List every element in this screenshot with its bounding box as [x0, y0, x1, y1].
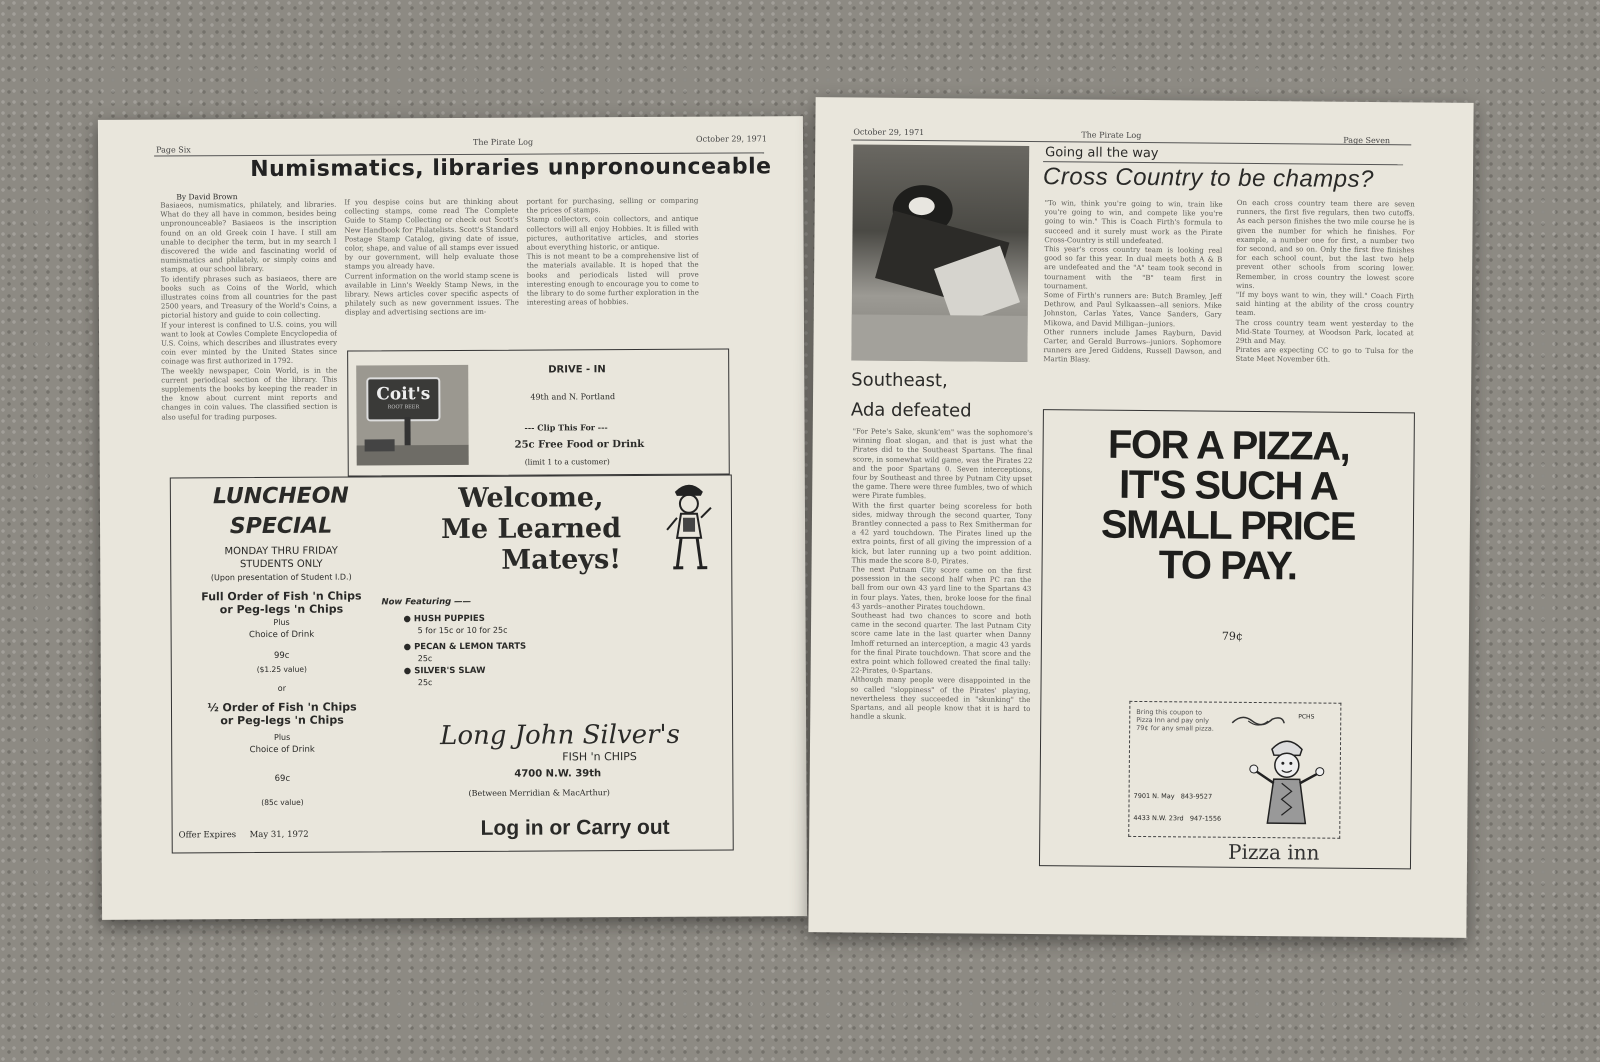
welcome-line-2: Me Learned	[440, 513, 622, 546]
luncheon-students: STUDENTS ONLY	[239, 558, 323, 571]
pizza-price: 79¢	[1221, 629, 1244, 643]
item2-line2: or Peg-legs 'n Chips	[220, 713, 344, 728]
football-article: "For Pete's Sake, skunk'em" was the sophomore's winning float slogan, and that is just what the Pirates did to the Southeast Spartans. The final score, in somewhat wild game, was the Pirates 22 and the poor Spartans 0. Seven interceptions, four by Southeast and three by Putnam City upset the game. There were three fumbles, two of which were Pirate fumbles. With the first quarter being scoreless for both sides, midway through the second quarter, Tony Brantley connected a pass to Rex Smitherman for a 42 yard touchdown. The Pirates lined up the extra points, first of all giving the impression of a kick, but later running up a two point addition. This made the score 8-0, Pirates. The next Putnam City score came on the first possession in the second half when PC ran the ball from our own 43 yard line to the Spartans 43 in four plays. Yates, then, broke loose for the final 43 yards--another Pirates touchdown. Southeast had two chances to score and both came in the second quarter. The last Putnam City score came late in the last quarter when Danny Imhoff returned an interception, a magic 43 yards for the final Pirate touchdown. That score and the extra point which followed created the final tally: 22-Pirates, 0-Spartans. Although many people were disappointed in the so called "sloppiness" of the Pirates' playing, nevertheless they succeeded in "skunking" the Spartans, and all people know that it is hard to handle a skunk.	[850, 427, 1033, 722]
pizza-slogan-line-1: FOR A PIZZA,	[1107, 422, 1350, 469]
now-featuring: Now Featuring ——	[381, 596, 472, 608]
article-column-3: portant for purchasing, selling or comparing the prices of stamps. Stamp collectors, coin collectors, and antique collectors will all enjoy Hobbies. It is filled with pictures, authoritative articles, and stories about everything historic, or antique. This is not meant to be a comprehensive list of the materials available. It is hoped that the books and periodicals listed will prove interesting enough to encourage you to come to the library to do some further exploration in the interesting areas of hobbies.	[526, 196, 699, 307]
pizza-inn-ad	[1039, 409, 1415, 869]
item1-drink: Choice of Drink	[249, 629, 315, 641]
featured-items	[403, 613, 526, 690]
featured-item-1-price: 5 for 15c or 10 for 25c	[417, 625, 508, 636]
luncheon-line-2: SPECIAL	[229, 513, 333, 540]
featured-item-3: ● SILVER'S SLAW	[403, 665, 486, 677]
article-column-1: Basiaeos, numismatics, philately, and libraries. What do they all have in common, besides being unpronounceable? Basiaeos is the inscription found on an old Greek coin I have. I still am unable to decipher the term, but in my search I discovered the wide and fascinating world of numismatics and philately, or simply coins and stamps, at our school library. To identify phrases such as basiaeos, there are books such as Coins of the World, which illustrates coins from all countries for the past 2500 years, and Treasury of the World's Coins, a pictorial history and guide to coin collecting. If your interest is confined to U.S. coins, you will want to look at Cowles Complete Encyclopedia of U.S. Coins, which describes and illustrates every coin ever minted by the United States since coinage was first authorized in 1792. The weekly newspaper, Coin World, is in the current periodical section of the library. This supplements the books by keeping the reader in the know about current mint reports and changes in coin values. The classified section is also useful for trading purposes.	[160, 200, 338, 422]
welcome-line-3: Mateys!	[501, 544, 622, 576]
luncheon-details	[171, 544, 392, 809]
item1-value: ($1.25 value)	[256, 664, 307, 675]
coits-sign	[366, 377, 440, 421]
featured-item-2-name: PECAN & LEMON TARTS	[414, 641, 527, 653]
ljs-brand-sub: FISH 'n CHIPS	[562, 750, 637, 764]
pizza-inn-logo: Pizza inn	[1227, 839, 1320, 865]
football-headline-line-1: Southeast,	[851, 369, 948, 392]
ljs-address: 4700 N.W. 39th	[514, 768, 602, 780]
featured-item-1-name: HUSH PUPPIES	[413, 613, 485, 625]
coits-sign-photo	[356, 365, 469, 466]
item1-line1: Full Order of Fish 'n Chips	[201, 589, 362, 604]
coits-limit: (limit 1 to a customer)	[524, 457, 610, 467]
pizza-slogan	[1042, 424, 1413, 587]
long-john-silvers-ad	[170, 475, 734, 854]
coits-offer: 25c Free Food or Drink	[514, 438, 645, 451]
item2-drink: Choice of Drink	[249, 744, 315, 756]
welcome-line-1: Welcome,	[458, 482, 604, 514]
swirl-icon	[1228, 711, 1288, 730]
cross-country-column-1: "To win, think you're going to win, train like you're going to win, and compete like you're going to win." This is Coach Firth's formula to succeed and it surely must work as the Pirate Cross-Country is still undefeated. This year's cross country team is looking real good so far this year. In dual meets both A & B are undefeated and the "A" team took second in tournament with the "B" team first in tournament. Some of Firth's runners are: Butch Bramley, Jeff Dethrow, and Paul Sylkaassen--all seniors. Mike Johnston, Carlas Yates, Vance Sanders, Gary Mikowa, and David Milligan--juniors. Other runners include James Rayburn, David Carter, and Gerald Burrows--juniors. Sophomore runners are Jered Giddens, Russell Dawson, and Martin Blasy.	[1043, 199, 1223, 365]
offer-expires: Offer Expires May 31, 1972	[178, 829, 309, 841]
featured-item-1: ● HUSH PUPPIES	[403, 613, 485, 625]
coits-title: DRIVE - IN	[548, 364, 606, 376]
item1-price: 99c	[273, 650, 290, 661]
item1-plus: Plus	[273, 617, 290, 627]
pizza-slogan-line-3: SMALL PRICE	[1100, 502, 1356, 549]
ljs-between: (Between Merridian & MacArthur)	[468, 788, 610, 798]
coupon-tag: PCHS	[1298, 713, 1315, 721]
coits-clip: --- Clip This For ---	[524, 422, 608, 433]
masthead-right: The Pirate Log	[1081, 130, 1142, 140]
left-page	[98, 116, 807, 920]
featured-item-3-name: SILVER'S SLAW	[414, 665, 486, 677]
coupon-text: Bring this coupon to Pizza Inn and pay only 79¢ for any small pizza.	[1136, 707, 1214, 733]
cross-country-column-2: On each cross country team there are seven runners, the first five regulars, then two cutoffs. As each person finishes the two mile course he is given the number for which he finishes. For example, a number one for first, a number two for second, and so on. Only the first five finishes for each school count, but the last two help prevent other schools from scoring lower. Remember, in cross country the lowest score wins. "If my boys want to win, they will." Coach Firth said hinting at the ability of the cross country team. The cross country team went yesterday to the Mid-State Tourney, at Woodson Park, located at 29th and May. Pirates are expecting CC to go to Tulsa for the State Meet November 6th.	[1235, 198, 1415, 365]
item2-value: (85c value)	[261, 797, 304, 808]
item2-price: 69c	[274, 773, 291, 784]
or-text: or	[277, 683, 287, 693]
byline: By David Brown	[176, 192, 238, 202]
luncheon-line-1: LUNCHEON	[212, 483, 349, 510]
featured-item-3-price: 25c	[417, 678, 433, 688]
football-headline	[851, 365, 972, 426]
page-number-right: Page Seven	[1343, 135, 1391, 146]
coupon-address-2: 4433 N.W. 23rd 947-1556	[1133, 813, 1222, 823]
masthead-left: The Pirate Log	[473, 137, 534, 147]
kicker: Going all the way	[1045, 145, 1159, 162]
football-headline-line-2: Ada defeated	[850, 399, 972, 422]
welcome-heading	[396, 482, 666, 576]
pizza-slogan-line-4: TO PAY.	[1158, 543, 1297, 589]
page-number-left: Page Six	[156, 145, 191, 155]
pizza-slogan-line-2: IT'S SUCH A	[1118, 462, 1338, 509]
coits-sign-subtext: ROOT BEER	[387, 404, 420, 411]
date-right: October 29, 1971	[853, 127, 925, 138]
date-left: October 29, 1971	[695, 134, 767, 144]
pizza-coupon[interactable]	[1128, 701, 1341, 839]
luncheon-heading	[171, 481, 391, 542]
pirate-mascot-illustration	[661, 478, 718, 574]
right-page	[808, 97, 1473, 938]
coits-ad	[347, 349, 730, 477]
featured-item-2: ● PECAN & LEMON TARTS	[403, 641, 527, 653]
item2-plus: Plus	[273, 732, 291, 742]
article-column-2: If you despise coins but are thinking about collecting stamps, come read The Complete Guide to Stamp Collecting or check out Scott's New Handbook for Philatelists. Scott's Standard Postage Stamp Catalog, giving date of issue, color, shape, and value of all stamps ever issued by our government, will help evaluate those stamps you already have. Current information on the world stamp scene is available in Linn's Weekly Stamp News, in the library. News articles cover specific aspects of philately such as new government issues. The display and advertising sections are im-	[344, 197, 519, 317]
featured-item-2-price: 25c	[417, 654, 433, 664]
football-photo	[851, 144, 1029, 362]
item1-line2: or Peg-legs 'n Chips	[219, 602, 344, 617]
pizza-chef-mascot-illustration	[1241, 731, 1332, 832]
luncheon-days: MONDAY THRU FRIDAY	[224, 545, 338, 558]
cross-country-headline: Cross Country to be champs?	[1042, 163, 1375, 194]
item2-line1: ½ Order of Fish 'n Chips	[207, 700, 357, 715]
article-headline: Numismatics, libraries unpronounceable	[250, 154, 772, 183]
coupon-address-1: 7901 N. May 843-9527	[1133, 791, 1213, 801]
log-in-carry-out: Log in or Carry out	[480, 815, 670, 840]
coits-address: 49th and N. Portland	[530, 392, 616, 402]
ljs-brand-logo: Long John Silver's	[440, 719, 681, 752]
luncheon-id-note: (Upon presentation of Student I.D.)	[210, 572, 352, 583]
coits-sign-text: Coit's	[376, 384, 431, 405]
